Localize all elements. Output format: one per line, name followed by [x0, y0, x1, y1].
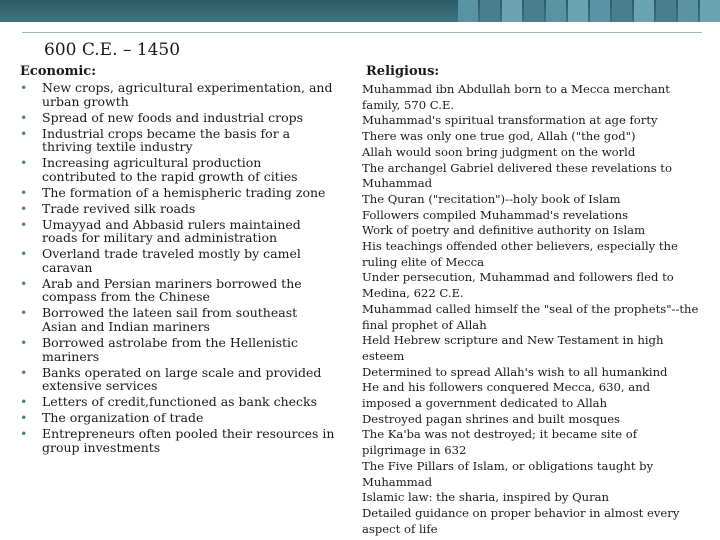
religious-line: The Quran ("recitation")--holy book of Islam: [362, 191, 621, 206]
religious-line: The Five Pillars of Islam, or obligations taught by Muhammad: [362, 458, 654, 489]
religious-list: [362, 82, 702, 537]
list-item: [20, 202, 336, 216]
list-item-text: Overland trade traveled mostly by camel caravan: [42, 246, 301, 275]
list-item: [20, 127, 336, 154]
list-item: [20, 81, 336, 108]
bullet-icon: •: [20, 275, 28, 291]
bullet-icon: •: [20, 335, 28, 350]
bullet-icon: •: [20, 80, 28, 95]
list-item: [20, 306, 336, 333]
list-item-text: The formation of a hemispheric trading zone: [42, 184, 326, 200]
economic-column: [20, 64, 336, 457]
religious-line: Islamic law: the sharia, inspired by Quran: [362, 490, 610, 505]
list-item-text: Borrowed the lateen sail from southeast Asian and Indian mariners: [42, 305, 298, 335]
list-item-text: The organization of trade: [42, 410, 204, 426]
religious-line: The Ka'ba was not destroyed; it became site of pilgrimage in 632: [362, 427, 638, 458]
bullet-icon: •: [20, 184, 28, 200]
list-item-text: Entrepreneurs often pooled their resources in group investments: [42, 426, 335, 455]
list-item-text: Spread of new foods and industrial crops: [42, 109, 304, 125]
religious-line: He and his followers conquered Mecca, 630, and imposed a government dedicated to Allah: [362, 380, 651, 411]
list-item: [20, 277, 336, 304]
bullet-icon: •: [20, 364, 28, 380]
list-item-text: Industrial crops became the basis for a thriving textile industry: [42, 125, 291, 155]
list-item-text: Letters of credit,functioned as bank checks: [42, 394, 318, 410]
religious-line: Determined to spread Allah's wish to all humankind: [362, 364, 668, 379]
list-item: [20, 336, 336, 363]
list-item-text: New crops, agricultural experimentation, and urban growth: [42, 80, 333, 109]
list-item: [20, 186, 336, 200]
religious-line: Muhammad ibn Abdullah born to a Mecca merchant family, 570 C.E.: [362, 82, 670, 112]
religious-line: Destroyed pagan shrines and built mosques: [362, 411, 621, 426]
religious-line: The archangel Gabriel delivered these revelations to Muhammad: [362, 160, 672, 191]
religious-line: His teachings offended other believers, especially the ruling elite of Mecca: [362, 239, 678, 269]
slide-title: 600 C.E. – 1450: [44, 40, 181, 60]
bullet-icon: •: [20, 109, 28, 125]
title-divider: [22, 32, 702, 33]
religious-line: Work of poetry and definitive authority on Islam: [362, 223, 646, 238]
list-item-text: Trade revived silk roads: [42, 200, 196, 216]
bullet-icon: •: [20, 125, 28, 141]
header-decoration: [456, 0, 720, 22]
list-item: [20, 111, 336, 125]
religious-line: Followers compiled Muhammad's revelations: [362, 207, 629, 222]
bullet-icon: •: [20, 394, 28, 410]
bullet-icon: •: [20, 246, 28, 262]
bullet-icon: •: [20, 426, 28, 442]
religious-column: [362, 64, 702, 537]
list-item-text: Borrowed astrolabe from the Hellenistic mariners: [42, 335, 299, 364]
list-item-text: Arab and Persian mariners borrowed the compass from the Chinese: [42, 275, 302, 305]
list-item: [20, 427, 336, 454]
religious-heading: Religious:: [366, 64, 440, 79]
religious-line: There was only one true god, Allah ("the god"): [362, 129, 636, 144]
religious-line: Muhammad's spiritual transformation at age forty: [362, 113, 658, 128]
list-item: [20, 156, 336, 183]
religious-line: Muhammad called himself the "seal of the prophets"--the final prophet of Allah: [362, 301, 699, 332]
list-item-text: Increasing agricultural production contributed to the rapid growth of cities: [42, 155, 298, 184]
list-item: [20, 247, 336, 274]
economic-heading: Economic:: [20, 64, 97, 79]
bullet-icon: •: [20, 410, 28, 426]
religious-line: Under persecution, Muhammad and followers fled to Medina, 622 C.E.: [362, 270, 674, 301]
religious-line: Allah would soon bring judgment on the world: [362, 144, 636, 159]
economic-list: [20, 81, 336, 454]
bullet-icon: •: [20, 155, 28, 171]
bullet-icon: •: [20, 216, 28, 232]
religious-line: Held Hebrew scripture and New Testament in high esteem: [362, 333, 664, 363]
slide-header-bar: [0, 0, 720, 22]
religious-line: Detailed guidance on proper behavior in almost every aspect of life: [362, 505, 680, 536]
list-item: [20, 395, 336, 409]
list-item-text: Banks operated on large scale and provided extensive services: [42, 364, 322, 394]
bullet-icon: •: [20, 305, 28, 321]
list-item-text: Umayyad and Abbasid rulers maintained roads for military and administration: [42, 216, 301, 246]
list-item: [20, 366, 336, 393]
list-item: [20, 411, 336, 425]
list-item: [20, 218, 336, 245]
bullet-icon: •: [20, 200, 28, 216]
